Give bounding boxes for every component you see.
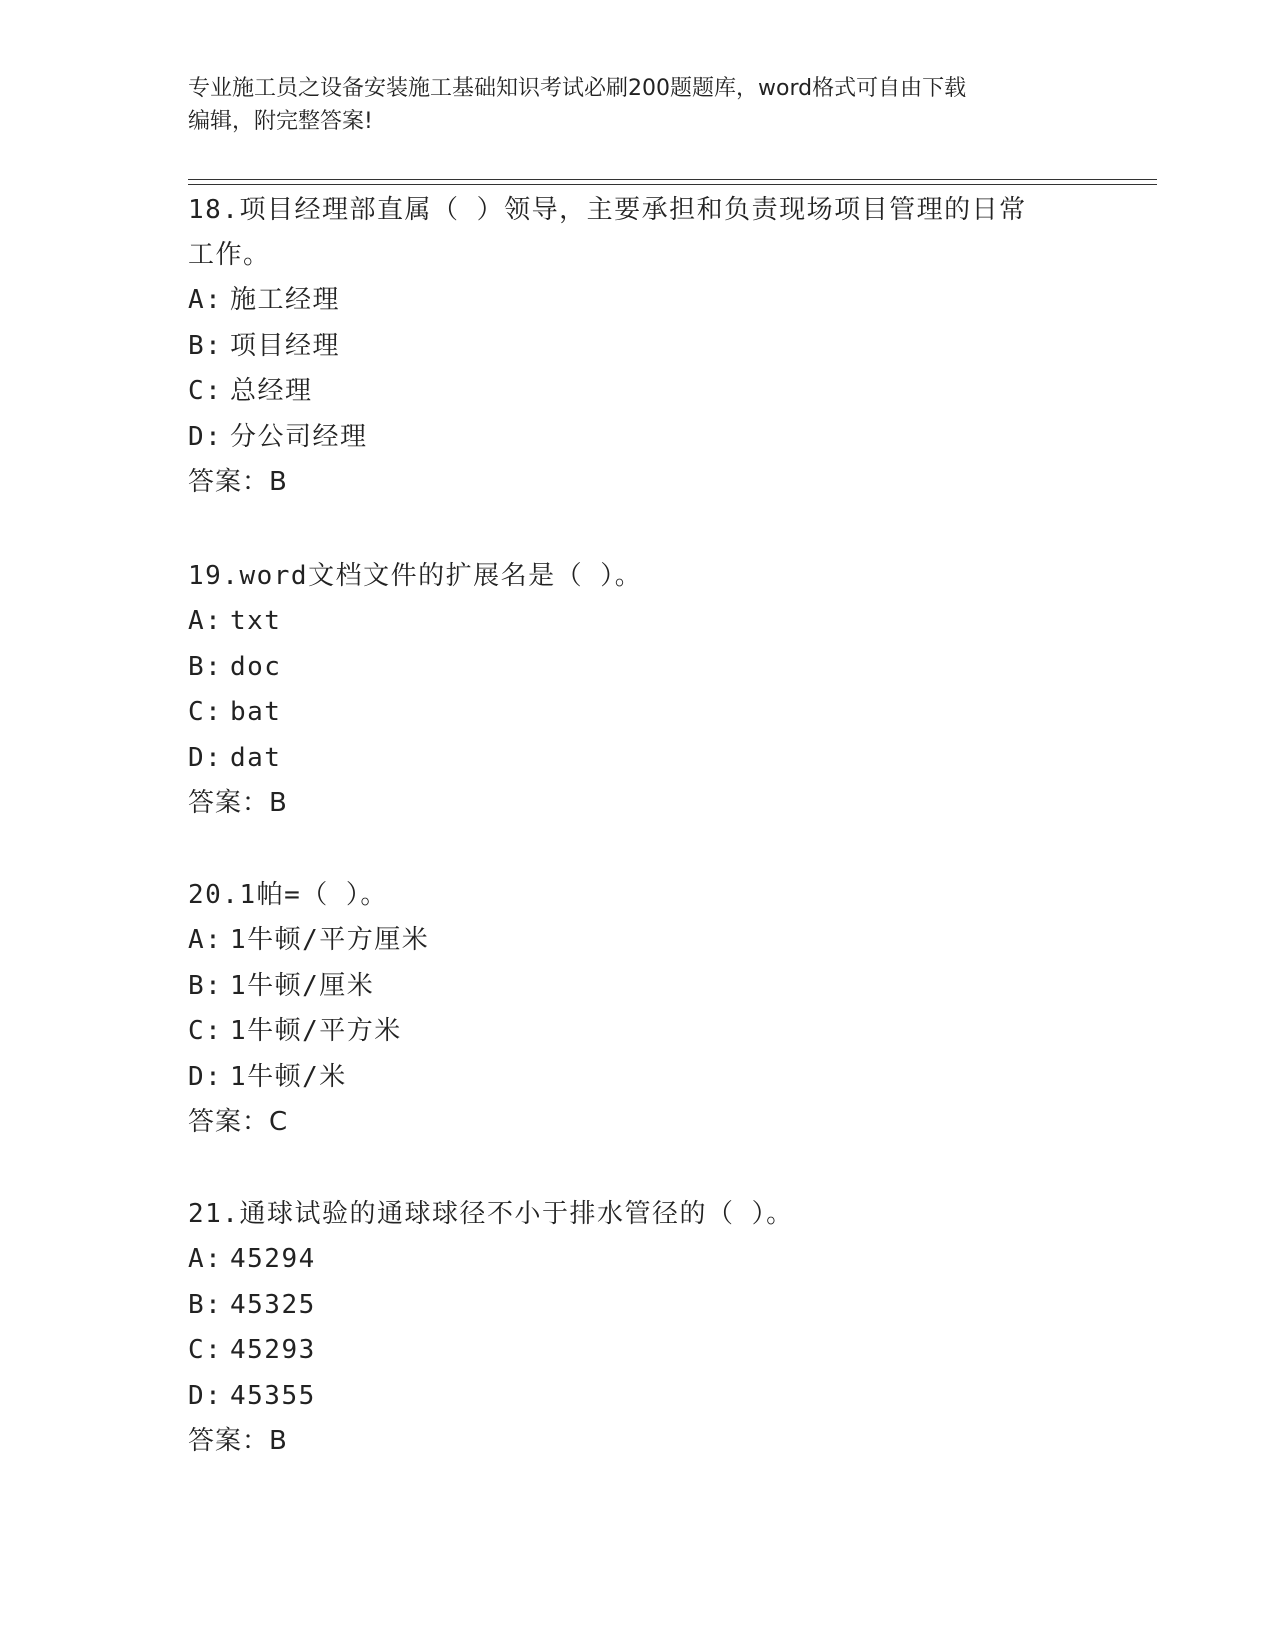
question-stem-line-1: 19.word文档文件的扩展名是（ ）。	[188, 561, 643, 591]
option-key: A:	[188, 1244, 223, 1274]
option-a	[188, 278, 1088, 324]
option-key: C:	[188, 1335, 223, 1365]
option-key: A:	[188, 606, 223, 636]
option-key: D:	[188, 742, 223, 773]
option-d	[188, 736, 1088, 782]
option-b	[188, 324, 1088, 370]
option-text: bat	[230, 697, 282, 727]
option-a	[188, 1237, 1088, 1283]
header-divider-bottom	[188, 184, 1157, 185]
question-stem	[188, 554, 1088, 599]
question-20	[188, 873, 1088, 1145]
option-c	[188, 690, 1088, 736]
header-title-line-2: 编辑，附完整答案!	[188, 109, 373, 134]
question-stem-line-1: 21.通球试验的通球球径不小于排水管径的（ ）。	[188, 1199, 794, 1229]
option-key: D:	[188, 1061, 223, 1092]
option-key: B:	[188, 1289, 223, 1320]
option-b	[188, 645, 1088, 691]
question-18	[188, 188, 1088, 505]
option-a	[188, 918, 1088, 964]
option-text: 总经理	[230, 376, 313, 406]
answer-line: 答案：B	[188, 788, 288, 818]
question-stem-line-2: 工作。	[188, 240, 271, 270]
option-text: 项目经理	[230, 330, 341, 361]
option-key: C:	[188, 1016, 223, 1046]
option-key: C:	[188, 697, 223, 727]
option-text: 45293	[230, 1335, 316, 1365]
option-d	[188, 1055, 1088, 1101]
option-c	[188, 1328, 1088, 1374]
option-b	[188, 1283, 1088, 1329]
option-text: 1牛顿/平方米	[230, 1016, 402, 1046]
document-header	[188, 72, 1088, 138]
option-text: 45355	[230, 1380, 316, 1411]
option-a	[188, 599, 1088, 645]
option-c	[188, 1009, 1088, 1055]
option-text: 45325	[230, 1289, 316, 1320]
option-key: B:	[188, 651, 223, 682]
option-key: A:	[188, 925, 223, 955]
option-text: 施工经理	[230, 285, 341, 315]
option-key: D:	[188, 421, 223, 452]
question-stem-line-1: 18.项目经理部直属（ ）领导，主要承担和负责现场项目管理的日常	[188, 195, 1027, 225]
header-divider-top	[188, 179, 1157, 180]
option-text: 1牛顿/米	[230, 1061, 347, 1092]
header-title-line-1: 专业施工员之设备安装施工基础知识考试必刷200题题库，word格式可自由下载	[188, 76, 967, 101]
question-stem-line-1: 20.1帕=（ ）。	[188, 880, 388, 910]
option-b	[188, 964, 1088, 1010]
option-key: D:	[188, 1380, 223, 1411]
option-key: B:	[188, 330, 223, 361]
answer-line: 答案：B	[188, 1426, 288, 1456]
question-19	[188, 554, 1088, 826]
option-text: dat	[230, 742, 282, 773]
question-stem	[188, 188, 1088, 278]
option-text: 分公司经理	[230, 421, 368, 452]
option-key: C:	[188, 376, 223, 406]
answer-line: 答案：B	[188, 467, 288, 497]
option-d	[188, 1374, 1088, 1420]
question-stem	[188, 873, 1088, 918]
answer-line: 答案：C	[188, 1107, 289, 1137]
option-text: 1牛顿/厘米	[230, 970, 375, 1001]
question-stem	[188, 1192, 1088, 1237]
option-text: txt	[230, 606, 282, 636]
option-text: 1牛顿/平方厘米	[230, 925, 430, 955]
option-text: 45294	[230, 1244, 316, 1274]
option-key: B:	[188, 970, 223, 1001]
option-text: doc	[230, 651, 282, 682]
option-d	[188, 415, 1088, 461]
option-c	[188, 369, 1088, 415]
option-key: A:	[188, 285, 223, 315]
question-21	[188, 1192, 1088, 1464]
